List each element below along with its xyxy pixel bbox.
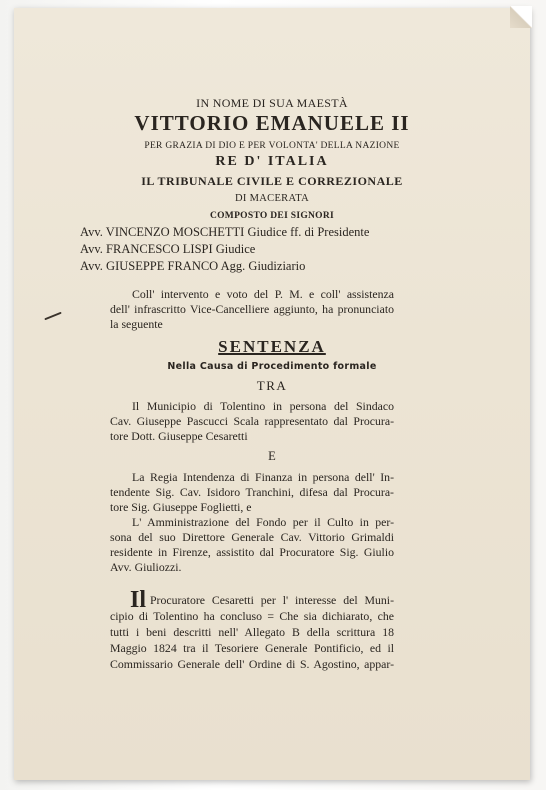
- body-line: Commissario Generale dell' Ordine di S. Agostino, appar-: [110, 657, 394, 671]
- header-tribunal: IL TRIBUNALE CIVILE E CORREZIONALE: [141, 174, 403, 188]
- member-line: Avv. GIUSEPPE FRANCO Agg. Giudiziario: [80, 259, 306, 273]
- ink-mark: [44, 312, 61, 321]
- member-line: Avv. VINCENZO MOSCHETTI Giudice ff. di Presidente: [80, 225, 370, 239]
- intro-line: Coll' intervento e voto del P. M. e coll' assistenza: [132, 287, 394, 301]
- e-separator: E: [268, 449, 276, 463]
- header-grace: PER GRAZIA DI DIO E PER VOLONTA' DELLA NAZIONE: [144, 141, 400, 151]
- member-line: Avv. FRANCESCO LISPI Giudice: [80, 242, 256, 256]
- tra-heading: TRA: [256, 378, 288, 393]
- header-composed: COMPOSTO DEI SIGNORI: [209, 211, 335, 221]
- party1-line: Il Municipio di Tolentino in persona del Sindaco: [132, 399, 394, 413]
- party2-line: tore Sig. Giuseppe Foglietti, e: [110, 500, 252, 514]
- causa-subtitle: Nella Causa di Procedimento formale: [167, 361, 377, 372]
- body-line: Maggio 1824 tra il Tesoriere Generale Pontificio, ed il: [110, 641, 394, 655]
- header-invocation: IN NOME DI SUA MAESTÀ: [196, 96, 348, 110]
- body-first-line: [130, 587, 394, 613]
- sentenza-title: SENTENZA: [218, 337, 326, 356]
- drop-cap: Il: [130, 587, 147, 613]
- intro-line: la seguente: [110, 317, 163, 331]
- intro-line: dell' infrascritto Vice-Cancelliere aggiunto, ha pronunciato: [110, 302, 394, 316]
- party3-line: sona del suo Direttore Generale Cav. Vittorio Grimaldi: [110, 530, 394, 544]
- king-name: VITTORIO EMANUELE II: [134, 111, 410, 135]
- body-line: cipio di Tolentino ha concluso = Che sia dichiarato, che: [110, 609, 394, 623]
- body-line: Procuratore Cesaretti per l' interesse del Muni-: [150, 593, 394, 607]
- party2-line: tendente Sig. Cav. Isidoro Tranchini, difesa dal Procura-: [110, 485, 394, 499]
- party3-line: L' Amministrazione del Fondo per il Culto in per-: [132, 515, 394, 529]
- party1-line: Cav. Giuseppe Pascucci Scala rappresentato dal Procura-: [110, 414, 394, 428]
- party3-line: residente in Firenze, assistito dal Procuratore Sig. Giulio: [110, 545, 394, 559]
- party1-line: tore Dott. Giuseppe Cesaretti: [110, 429, 248, 443]
- header-kingdom: RE D' ITALIA: [215, 154, 329, 169]
- party3-line: Avv. Giuliozzi.: [110, 560, 182, 574]
- party2-line: La Regia Intendenza di Finanza in persona dell' In-: [132, 470, 394, 484]
- body-line: tutti i beni descritti nell' Allegato B della scrittura 18: [110, 625, 394, 639]
- document-page: [14, 8, 530, 780]
- header-city: DI MACERATA: [235, 193, 309, 204]
